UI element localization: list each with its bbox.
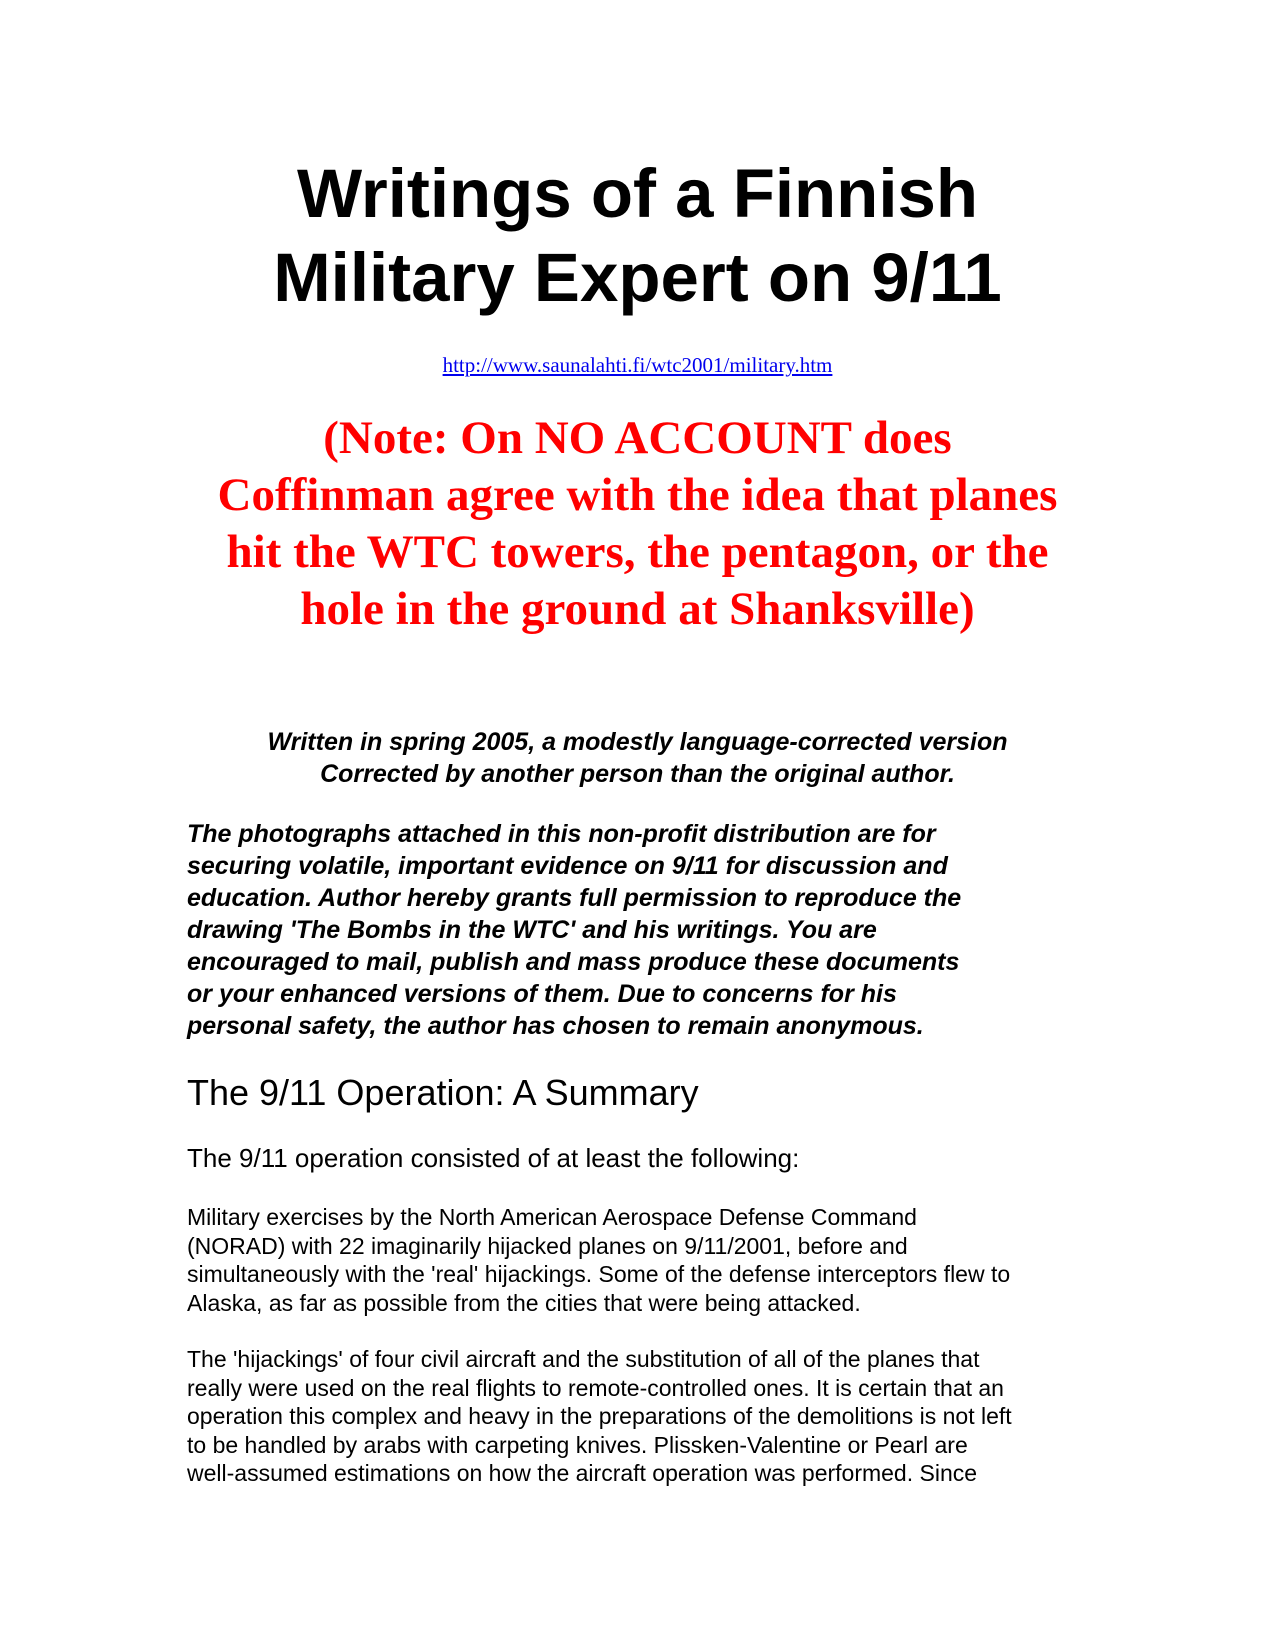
permission-line: securing volatile, important evidence on 9/11 for discussion and [187, 852, 948, 880]
permission-statement [187, 818, 1087, 1042]
source-url-link[interactable]: http://www.saunalahti.fi/wtc2001/military.htm [442, 353, 833, 377]
paragraph-line: really were used on the real flights to remote-controlled ones. It is certain that an [187, 1374, 1004, 1401]
note-line-1: (Note: On NO ACCOUNT does [323, 412, 952, 464]
permission-line: drawing 'The Bombs in the WTC' and his writings. You are [187, 916, 877, 944]
permission-line: encouraged to mail, publish and mass produce these documents [187, 948, 960, 976]
paragraph-hijackings [187, 1345, 1087, 1488]
section-heading: The 9/11 Operation: A Summary [187, 1072, 699, 1113]
title-line-2: Military Expert on 9/11 [273, 239, 1002, 316]
permission-line: or your enhanced versions of them. Due to concerns for his [187, 980, 897, 1008]
paragraph-line: Military exercises by the North American Aerospace Defense Command [187, 1204, 917, 1230]
source-link-container [0, 352, 1275, 378]
editor-note [160, 410, 1115, 638]
paragraph-line: The 'hijackings' of four civil aircraft and the substitution of all of the planes that [187, 1346, 980, 1372]
writing-info-line-1: Written in spring 2005, a modestly language-corrected version [267, 728, 1008, 756]
writing-info [140, 726, 1135, 790]
paragraph-line: to be handled by arabs with carpeting knives. Plissken-Valentine or Pearl are [187, 1431, 968, 1458]
section-intro: The 9/11 operation consisted of at least the following: [187, 1143, 800, 1173]
note-line-2: Coffinman agree with the idea that planes [217, 469, 1058, 521]
title-line-1: Writings of a Finnish [296, 155, 979, 232]
permission-line: The photographs attached in this non-profit distribution are for [187, 820, 936, 848]
document-title [0, 152, 1275, 320]
permission-line: personal safety, the author has chosen to remain anonymous. [187, 1012, 924, 1040]
paragraph-line: operation this complex and heavy in the preparations of the demolitions is not left [187, 1403, 1012, 1429]
note-line-3: hit the WTC towers, the pentagon, or the [226, 526, 1049, 578]
paragraph-line: simultaneously with the 'real' hijackings. Some of the defense interceptors flew to [187, 1261, 1011, 1287]
paragraph-line: (NORAD) with 22 imaginarily hijacked planes on 9/11/2001, before and [187, 1232, 908, 1259]
paragraph-line: Alaska, as far as possible from the cities that were being attacked. [187, 1289, 861, 1316]
note-line-4: hole in the ground at Shanksville) [300, 583, 975, 635]
permission-line: education. Author hereby grants full permission to reproduce the [187, 884, 962, 912]
paragraph-line: well-assumed estimations on how the aircraft operation was performed. Since [187, 1460, 978, 1486]
paragraph-military-exercises [187, 1203, 1087, 1317]
writing-info-line-2: Corrected by another person than the original author. [320, 760, 955, 788]
